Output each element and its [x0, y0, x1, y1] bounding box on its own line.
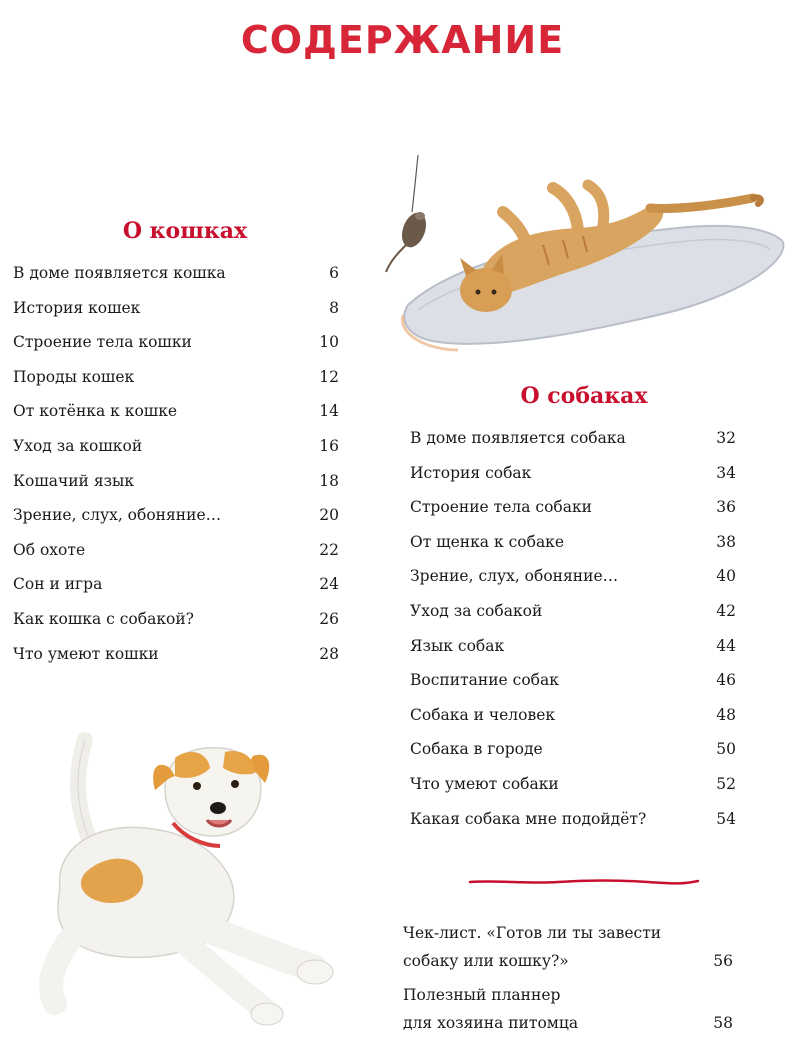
toc-entry[interactable]	[13, 402, 339, 437]
dogs-toc	[410, 429, 736, 844]
toc-entry-title: Что умеют собаки	[410, 774, 559, 793]
toc-entry[interactable]	[410, 533, 736, 568]
toc-entry-page: 42	[716, 601, 736, 620]
toc-entry[interactable]	[410, 464, 736, 499]
toc-entry[interactable]	[13, 506, 339, 541]
toc-entry[interactable]	[13, 368, 339, 403]
toc-entry[interactable]	[410, 637, 736, 672]
toc-entry-page: 50	[716, 740, 736, 759]
toc-entry[interactable]	[410, 810, 736, 845]
toc-entry-title: В доме появляется собака	[410, 429, 626, 447]
toc-entry-page: 52	[716, 774, 736, 793]
toc-entry-title: Породы кошек	[13, 367, 135, 386]
toc-entry[interactable]	[13, 264, 339, 299]
toc-entry[interactable]	[13, 299, 339, 334]
toc-entry-title: В доме появляется кошка	[13, 264, 226, 282]
toc-entry-page: 24	[319, 575, 339, 594]
dogs-section-title: О собаках	[520, 383, 648, 409]
toc-entry-page: 6	[329, 264, 339, 282]
toc-entry-title: Воспитание собак	[410, 671, 559, 690]
toc-entry-title: Строение тела кошки	[13, 333, 192, 352]
extra-entry-planner[interactable]	[403, 981, 733, 1037]
toc-entry[interactable]	[410, 602, 736, 637]
toc-entry-title: Какая собака мне подойдёт?	[410, 809, 647, 828]
toc-entry-title: От щенка к собаке	[410, 532, 565, 551]
section-divider	[468, 878, 700, 886]
toc-entry-page: 44	[716, 636, 736, 655]
toc-entry[interactable]	[410, 740, 736, 775]
toc-entry-page: 46	[716, 671, 736, 690]
toc-entry-title: Собака в городе	[410, 740, 543, 759]
toc-entry[interactable]	[13, 645, 339, 680]
toc-entry-page: 16	[319, 436, 339, 455]
extra-entry-title-line2: собаку или кошку?»	[403, 952, 569, 970]
toc-entry-title: Зрение, слух, обоняние…	[410, 567, 619, 586]
extra-entry-title-line1: Чек-лист. «Готов ли ты завести	[403, 924, 662, 942]
toc-entry-title: Сон и игра	[13, 575, 103, 594]
toc-entry[interactable]	[410, 498, 736, 533]
dog	[51, 740, 333, 1025]
extras-list	[403, 919, 733, 1037]
toc-entry[interactable]	[13, 610, 339, 645]
toc-entry-title: От котёнка к кошке	[13, 402, 178, 421]
toc-entry-page: 26	[319, 609, 339, 628]
toc-entry[interactable]	[410, 706, 736, 741]
toc-entry-title: История собак	[410, 463, 532, 482]
extra-entry-title-line2: для хозяина питомца	[403, 1014, 579, 1032]
toc-entry-title: Уход за кошкой	[13, 436, 143, 455]
toc-entry-page: 38	[716, 532, 736, 551]
toc-entry-title: Кошачий язык	[13, 471, 135, 490]
toc-entry[interactable]	[13, 437, 339, 472]
extra-entry-title-line1: Полезный планнер	[403, 986, 561, 1004]
toc-entry-page: 20	[319, 506, 339, 525]
toc-entry[interactable]	[13, 333, 339, 368]
toc-entry-page: 48	[716, 705, 736, 724]
toc-entry-page: 36	[716, 498, 736, 517]
toc-entry-page: 12	[319, 367, 339, 386]
toc-entry[interactable]	[410, 671, 736, 706]
toc-entry[interactable]	[410, 775, 736, 810]
toc-entry-page: 14	[319, 402, 339, 421]
toc-entry-title: Собака и человек	[410, 705, 556, 724]
toc-entry-page: 10	[319, 333, 339, 352]
cats-section-title: О кошках	[122, 218, 248, 244]
toc-entry-title: Зрение, слух, обоняние…	[13, 506, 222, 525]
page-title: СОДЕРЖАНИЕ	[240, 18, 565, 62]
toc-entry-title: Как кошка с собакой?	[13, 609, 194, 628]
toc-entry-title: Язык собак	[410, 636, 505, 655]
toc-entry[interactable]	[410, 567, 736, 602]
toc-entry-page: 32	[716, 429, 736, 447]
toc-entry-page: 56	[713, 952, 733, 970]
toc-entry-page: 28	[319, 644, 339, 663]
cat-illustration	[378, 150, 798, 365]
toc-entry-page: 54	[716, 809, 736, 828]
toc-entry-title: Что умеют кошки	[13, 644, 159, 663]
toc-entry[interactable]	[13, 541, 339, 576]
cats-toc	[13, 264, 339, 679]
toy-mouse	[386, 209, 430, 272]
toc-entry-title: Строение тела собаки	[410, 498, 592, 517]
toc-entry[interactable]	[410, 429, 736, 464]
toc-entry-page: 58	[713, 1014, 733, 1032]
toc-entry-page: 8	[329, 298, 339, 317]
toc-entry-title: Уход за собакой	[410, 601, 543, 620]
toc-entry-page: 40	[716, 567, 736, 586]
toc-entry[interactable]	[13, 575, 339, 610]
toc-entry-title: История кошек	[13, 298, 141, 317]
extra-entry-checklist[interactable]	[403, 919, 733, 975]
toc-entry[interactable]	[13, 472, 339, 507]
toc-entry-title: Об охоте	[13, 540, 86, 559]
dog-illustration	[15, 728, 355, 1043]
toc-entry-page: 18	[319, 471, 339, 490]
toc-entry-page: 22	[319, 540, 339, 559]
toc-entry-page: 34	[716, 463, 736, 482]
